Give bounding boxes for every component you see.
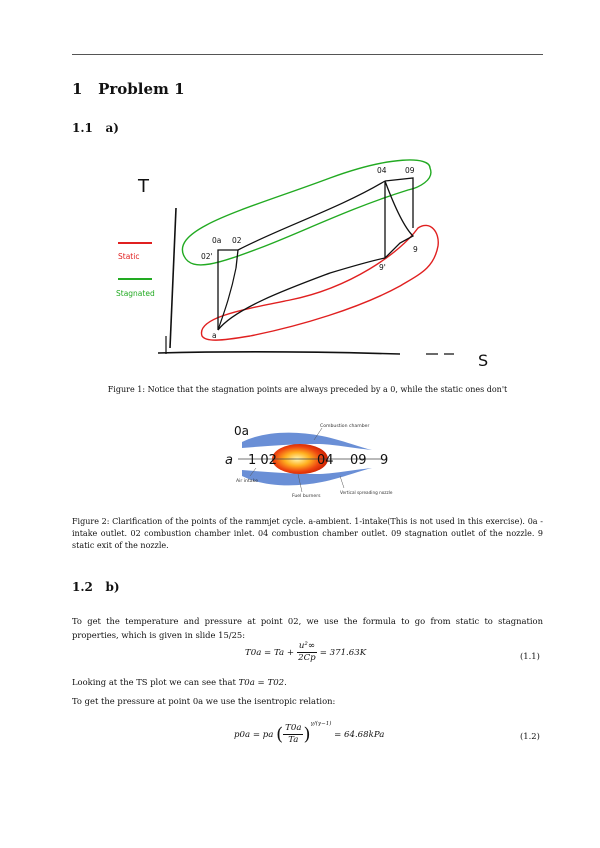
equation-1-2: p0a = pa ( $\frac{T0a}{Ta}$ )$^{\gamma/(\gamma-1)}$ = 64.68kPa xyxy=(234,721,385,745)
point-9-prime: 9' xyxy=(379,263,386,272)
label-9: 9 xyxy=(380,453,389,468)
point-09: 09 xyxy=(405,166,415,175)
label-a: a xyxy=(225,453,233,468)
top-rule xyxy=(72,54,543,55)
section-number: 1 xyxy=(72,80,83,98)
figure-2-caption: Figure 2: Clarification of the points of the rammjet cycle. a-ambient. 1-intake(This is not used in this exercise). 0a -intake outlet. 02 combustion chamber inlet. 04 combustion chamber outlet. 09 stagnation outlet of the nozzle. 9 static exit of the nozzle. xyxy=(72,517,543,550)
label-nozzle: Vertical spreading nozzle xyxy=(340,490,393,495)
paragraph-2 xyxy=(72,675,287,690)
eq2-fraction xyxy=(283,723,303,746)
point-9: 9 xyxy=(413,245,418,254)
equation-1-1 xyxy=(245,641,366,664)
eq1-fraction xyxy=(297,641,317,664)
paragraph-2-post: . xyxy=(284,677,287,687)
eq2-exponent: γ/(γ−1) xyxy=(310,721,332,727)
paragraph-2-math: T0a = T02 xyxy=(238,678,285,688)
eq1-denominator: 2Cp xyxy=(298,653,316,663)
eq2-lhs: p0a = pa xyxy=(234,730,274,740)
point-a: a xyxy=(212,331,217,340)
equation-1-1-tag: (1.1) xyxy=(520,651,540,661)
legend-stagnated-label: Stagnated xyxy=(116,289,155,298)
subsection-b-title: b) xyxy=(105,580,120,594)
paragraph-3: To get the pressure at point 0a we use the isentropic relation: xyxy=(72,696,336,706)
label-09: 09 xyxy=(350,453,367,468)
label-fuel-burners: Fuel burners xyxy=(292,494,321,499)
equation-1-2-tag: (1.2) xyxy=(520,731,540,741)
axis-label-s: S xyxy=(478,351,489,370)
figure-1-caption: Figure 1: Notice that the stagnation points are always preceded by a 0, while the static ones don't xyxy=(107,385,508,394)
eq2-numerator: T0a xyxy=(285,723,302,733)
eq1-lhs: T0a = Ta + xyxy=(245,648,295,658)
point-02: 02 xyxy=(232,236,242,245)
paragraph-1: To get the temperature and pressure at point 02, we use the formula to go from static to stagnation properties, which is given in slide 15/25: xyxy=(72,616,543,640)
eq1-numerator: u²∞ xyxy=(298,641,315,651)
s-axis xyxy=(158,352,400,354)
axis-label-t: T xyxy=(138,176,149,197)
section-heading xyxy=(72,80,185,98)
cycle-bottom xyxy=(218,258,385,330)
t-axis xyxy=(170,208,176,348)
point-04: 04 xyxy=(377,166,387,175)
label-1-02: 1 02 xyxy=(248,453,277,468)
subsection-a-number: 1.1 xyxy=(72,121,93,135)
subsection-b-number: 1.2 xyxy=(72,580,93,594)
legend-static-label: Static xyxy=(118,252,140,261)
eq2-denominator: Ta xyxy=(288,735,299,745)
section-title: Problem 1 xyxy=(98,80,185,98)
label-combustion-chamber: Combustion chamber xyxy=(320,424,370,429)
subsection-a-title: a) xyxy=(105,121,119,135)
eq2-rhs: = 64.68kPa xyxy=(334,730,385,740)
label-0a: 0a xyxy=(234,424,249,438)
point-0a: 0a xyxy=(212,236,222,245)
cycle-top xyxy=(238,181,385,250)
subsection-a-heading xyxy=(72,121,119,135)
label-04: 04 xyxy=(317,453,334,468)
ramjet-diagram xyxy=(222,418,394,508)
paragraph-2-pre: Looking at the TS plot we can see that xyxy=(72,677,239,687)
ts-diagram xyxy=(100,148,500,378)
label-air-intake: Air intake xyxy=(236,479,258,484)
eq1-rhs: = 371.63K xyxy=(319,648,367,658)
subsection-b-heading xyxy=(72,580,120,594)
point-02-prime: 02' xyxy=(201,252,213,261)
